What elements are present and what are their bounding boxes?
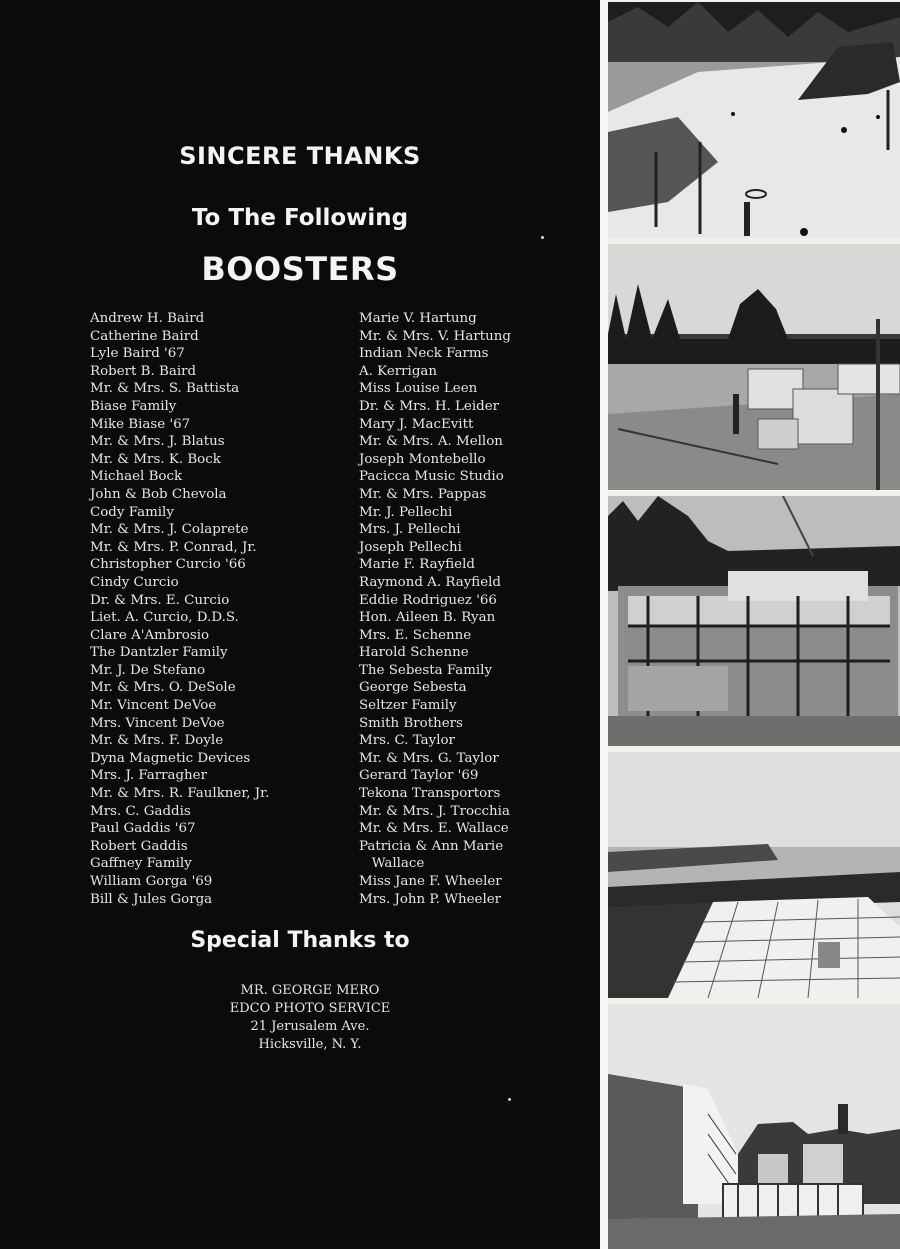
booster-name: Mrs. Vincent DeVoe — [90, 715, 225, 731]
booster-name: Mr. & Mrs. V. Hartung — [359, 328, 511, 344]
print-speck — [508, 1098, 511, 1101]
following-subheading: To The Following — [191, 205, 409, 231]
booster-name: Miss Louise Leen — [359, 381, 478, 397]
booster-name: A. Kerrigan — [359, 363, 438, 379]
booster-name: Dr. & Mrs. E. Curcio — [90, 592, 230, 608]
booster-name: Dyna Magnetic Devices — [90, 750, 251, 766]
sincere-thanks-heading: SINCERE THANKS — [179, 142, 421, 170]
photo-construction-blocks — [608, 244, 900, 490]
booster-name: George Sebesta — [359, 680, 467, 696]
booster-name: Mr. & Mrs. S. Battista — [90, 381, 240, 397]
booster-name: Indian Neck Farms — [359, 346, 489, 362]
booster-name: Mr. & Mrs. J. Colaprete — [90, 522, 249, 538]
booster-name: Robert Gaddis — [90, 838, 188, 854]
booster-name: Tekona Transportors — [359, 786, 501, 802]
print-speck — [541, 236, 544, 239]
booster-name: Marie V. Hartung — [359, 311, 477, 326]
address-line: MR. GEORGE MERO — [240, 983, 380, 998]
booster-name: Mrs. C. Gaddis — [90, 803, 191, 819]
booster-name: Joseph Pellechi — [359, 539, 462, 555]
booster-name: Marie F. Rayfield — [359, 557, 475, 573]
booster-name: Clare A'Ambrosio — [90, 627, 210, 643]
booster-name: Catherine Baird — [90, 328, 199, 344]
photo-snowy-field — [608, 2, 900, 238]
special-thanks-heading: Special Thanks to — [190, 928, 410, 953]
booster-name: Mary J. MacEvitt — [359, 416, 474, 432]
booster-name: Mr. & Mrs. R. Faulkner, Jr. — [90, 786, 270, 802]
booster-name: Lyle Baird '67 — [90, 346, 185, 362]
booster-name: Mr. & Mrs. J. Blatus — [90, 434, 225, 450]
booster-name: Mr. & Mrs. Pappas — [359, 486, 487, 502]
booster-name: Cody Family — [90, 504, 174, 520]
booster-name: Mr. J. De Stefano — [90, 662, 206, 678]
booster-name: Bill & Jules Gorga — [90, 891, 213, 907]
booster-name: Pacicca Music Studio — [359, 469, 504, 485]
address-line: 21 Jerusalem Ave. — [250, 1019, 370, 1034]
booster-name: Biase Family — [90, 398, 177, 414]
booster-name: Mrs. E. Schenne — [359, 627, 472, 643]
booster-name: The Sebesta Family — [359, 662, 493, 678]
booster-name: Wallace — [359, 856, 425, 872]
booster-name: Eddie Rodriguez '66 — [359, 592, 497, 608]
booster-name: Joseph Montebello — [359, 451, 486, 467]
booster-name: Mrs. J. Pellechi — [359, 522, 461, 538]
booster-name: Cindy Curcio — [90, 574, 179, 590]
special-thanks-address — [0, 982, 620, 1054]
booster-name: Mr. & Mrs. P. Conrad, Jr. — [90, 539, 257, 555]
booster-name: Patricia & Ann Marie — [359, 838, 504, 854]
boosters-list-left — [90, 310, 340, 908]
booster-name: Mr. & Mrs. G. Taylor — [359, 750, 499, 766]
address-line: Hicksville, N. Y. — [258, 1037, 362, 1052]
booster-name: Mr. & Mrs. J. Trocchia — [359, 803, 510, 819]
photo-building-exterior — [608, 1004, 900, 1249]
booster-name: Gerard Taylor '69 — [359, 768, 479, 784]
booster-name: Christopher Curcio '66 — [90, 557, 246, 573]
booster-name: Mr. Vincent DeVoe — [90, 698, 217, 714]
boosters-heading: BOOSTERS — [201, 250, 399, 288]
booster-name: William Gorga '69 — [90, 874, 213, 889]
address-line: EDCO PHOTO SERVICE — [229, 1001, 391, 1016]
booster-name: Mr. & Mrs. E. Wallace — [359, 821, 509, 837]
booster-name: Dr. & Mrs. H. Leider — [359, 398, 500, 414]
page-gutter — [600, 0, 608, 1249]
booster-name: Mr. & Mrs. A. Mellon — [359, 434, 503, 450]
booster-name: Harold Schenne — [359, 645, 469, 661]
booster-name: Mrs. John P. Wheeler — [359, 891, 502, 907]
booster-name: Mike Biase '67 — [90, 416, 191, 432]
booster-name: Mr. & Mrs. F. Doyle — [90, 733, 224, 749]
booster-name: Andrew H. Baird — [90, 311, 205, 326]
booster-name: Liet. A. Curcio, D.D.S. — [90, 610, 239, 626]
booster-name: Paul Gaddis '67 — [90, 821, 196, 837]
booster-name: Mrs. C. Taylor — [359, 733, 455, 749]
photo-building-frame — [608, 496, 900, 746]
booster-name: Robert B. Baird — [90, 363, 197, 379]
booster-name: Mrs. J. Farragher — [90, 768, 208, 784]
booster-name: Gaffney Family — [90, 856, 192, 872]
booster-name: Smith Brothers — [359, 715, 463, 731]
booster-name: Miss Jane F. Wheeler — [359, 874, 502, 889]
photo-roof-water-view — [608, 752, 900, 998]
booster-name: Raymond A. Rayfield — [359, 574, 501, 590]
booster-name: Michael Bock — [90, 469, 183, 485]
booster-name: Seltzer Family — [359, 698, 457, 714]
booster-name: Mr. J. Pellechi — [359, 504, 453, 520]
booster-name: Hon. Aileen B. Ryan — [359, 610, 496, 626]
booster-name: Mr. & Mrs. K. Bock — [90, 451, 221, 467]
booster-name: The Dantzler Family — [90, 645, 228, 661]
booster-name: Mr. & Mrs. O. DeSole — [90, 680, 236, 696]
boosters-list-right — [359, 310, 589, 908]
booster-name: John & Bob Chevola — [90, 486, 227, 502]
